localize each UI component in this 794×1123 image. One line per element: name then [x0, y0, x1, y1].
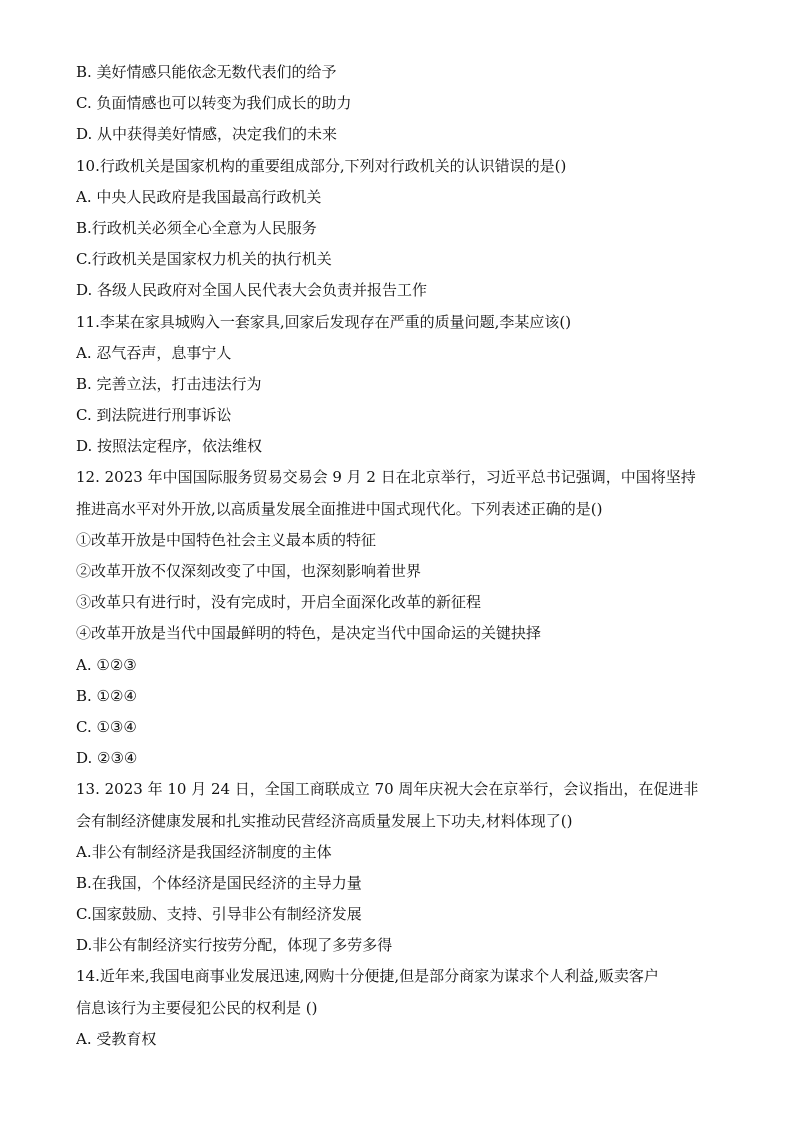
- text-line: ①改革开放是中国特色社会主义最本质的特征: [76, 530, 377, 549]
- text-line: A. ①②③: [76, 655, 137, 674]
- text-line: 会有制经济健康发展和扎实推动民营经济高质量发展上下功夫,材料体现了(): [76, 811, 573, 830]
- text-line: C. ①③④: [76, 717, 137, 736]
- text-line: D.非公有制经济实行按劳分配，体现了多劳多得: [76, 936, 393, 955]
- text-line: B. 美好情感只能依念无数代表们的给予: [76, 63, 337, 81]
- text-line: A. 忍气吞声，息事宁人: [76, 343, 232, 362]
- text-line: D. 各级人民政府对全国人民代表大会负责并报告工作: [76, 281, 428, 300]
- question-stem: 13. 2023 年 10 月 24 日，全国工商联成立 70 周年庆祝大会在京举行，会议指出，在促进非: [76, 780, 699, 799]
- question-stem: 11.李某在家具城购入一套家具,回家后发现存在严重的质量问题,李某应该(): [76, 312, 572, 331]
- text-line: B.在我国，个体经济是国民经济的主导力量: [76, 873, 362, 892]
- text-line: C.行政机关是国家权力机关的执行机关: [76, 250, 332, 269]
- text-line: D. 从中获得美好情感，决定我们的未来: [76, 125, 338, 144]
- text-line: D. 按照法定程序，依法维权: [76, 437, 263, 456]
- text-line: B. 完善立法，打击违法行为: [76, 374, 262, 393]
- question-stem: 12. 2023 年中国国际服务贸易交易会 9 月 2 日在北京举行，习近平总书记强调，中国将坚持: [76, 468, 696, 487]
- text-line: D. ②③④: [76, 749, 138, 768]
- text-line: 推进高水平对外开放,以高质量发展全面推进中国式现代化。下列表述正确的是(): [76, 499, 603, 518]
- text-line: C. 负面情感也可以转变为我们成长的助力: [76, 94, 352, 113]
- text-line: A.非公有制经济是我国经济制度的主体: [76, 842, 332, 861]
- question-stem: 10.行政机关是国家机构的重要组成部分,下列对行政机关的认识错误的是(): [76, 156, 567, 175]
- text-line: C.国家鼓励、支持、引导非公有制经济发展: [76, 905, 362, 924]
- text-line: A. 受教育权: [76, 1029, 157, 1048]
- text-line: ②改革开放不仅深刻改变了中国，也深刻影响着世界: [76, 562, 422, 580]
- text-line: C. 到法院进行刑事诉讼: [76, 406, 232, 425]
- text-line: 信息该行为主要侵犯公民的权利是 (): [76, 998, 318, 1017]
- text-line: B. ①②④: [76, 686, 137, 705]
- text-line: B.行政机关必须全心全意为人民服务: [76, 218, 317, 237]
- text-line: ④改革开放是当代中国最鲜明的特色，是决定当代中国命运的关键抉择: [76, 624, 542, 643]
- question-stem: 14.近年来,我国电商事业发展迅速,网购十分便捷,但是部分商家为谋求个人利益,贩卖客户: [76, 967, 659, 986]
- text-line: ③改革只有进行时，没有完成时，开启全面深化改革的新征程: [76, 593, 482, 612]
- text-line: A. 中央人民政府是我国最高行政机关: [76, 187, 322, 206]
